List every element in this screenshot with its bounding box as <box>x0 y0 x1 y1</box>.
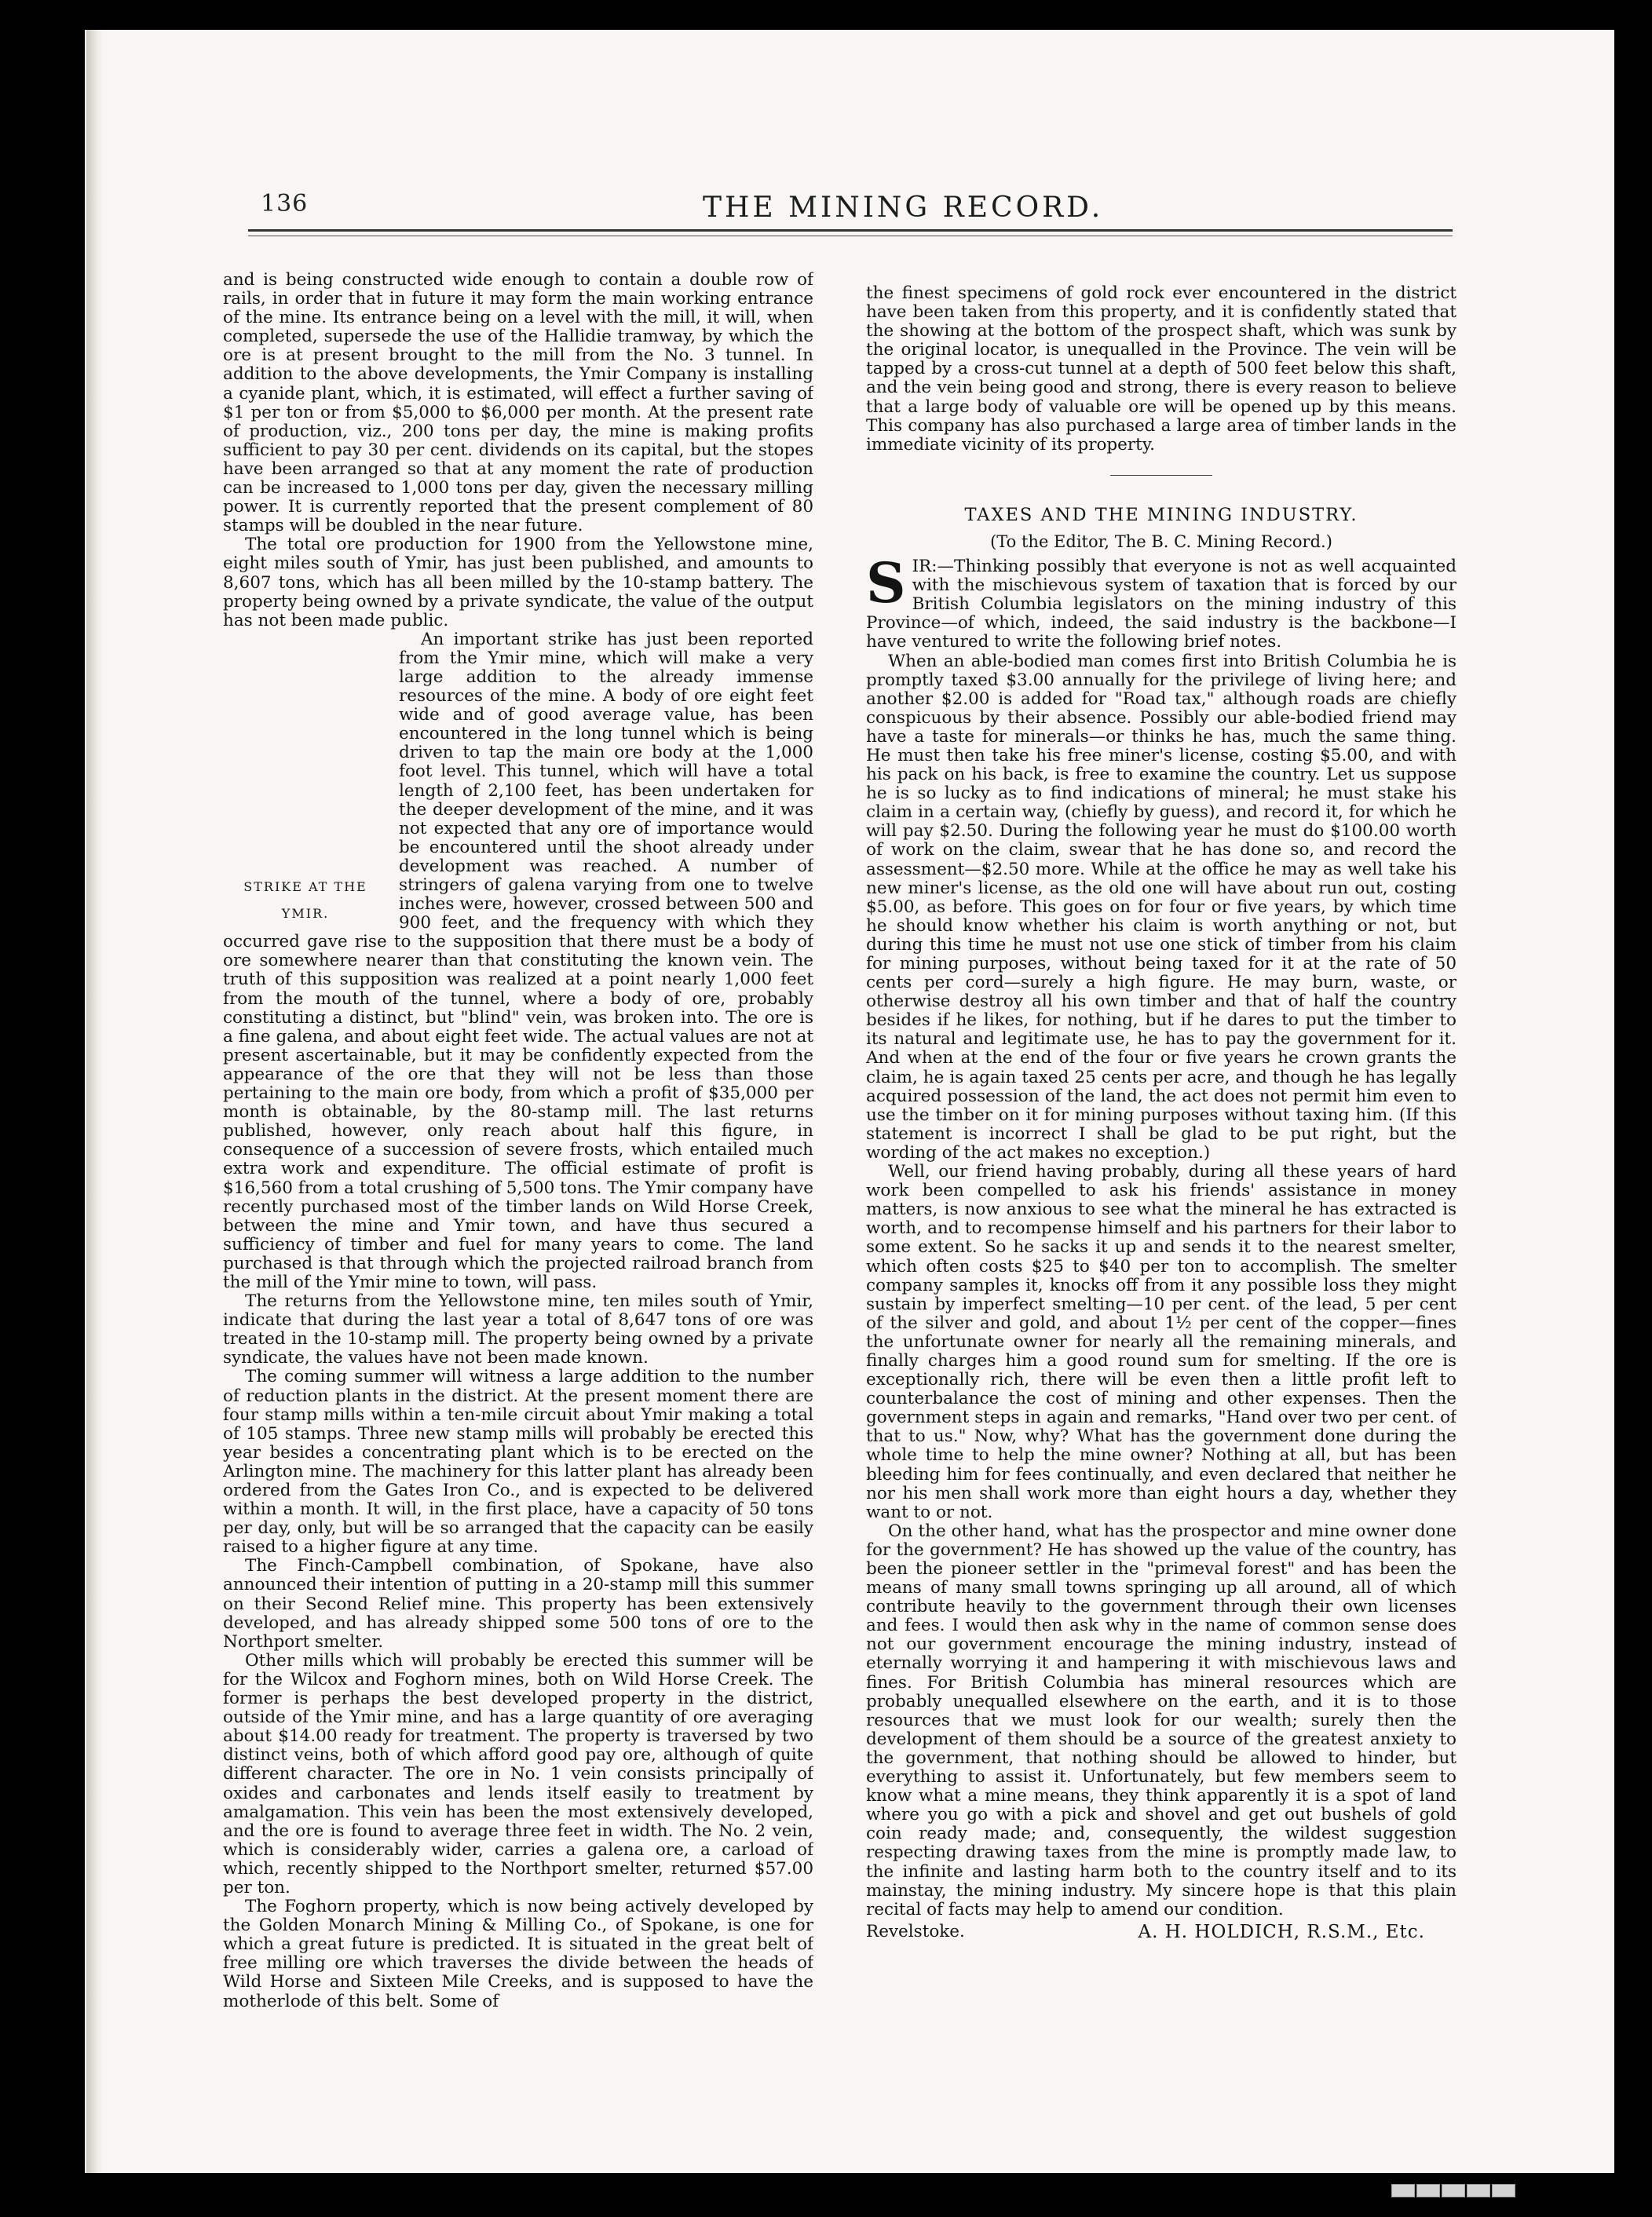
registration-mark <box>1492 2184 1515 2197</box>
side-heading <box>223 874 388 927</box>
side-heading-line: YMIR. <box>281 905 330 921</box>
left-column <box>223 271 813 2061</box>
section-subtitle: (To the Editor, The B. C. Mining Record.) <box>990 531 1332 551</box>
article-paragraph: The returns from the Yellowstone mine, ten miles south of Ymir, indicate that during the last year a total of 8,647 tons of ore was treated in the 10-stamp mill. The property being owned by a private syndicate, the values have not been made known. <box>223 1291 813 1368</box>
page-number: 136 <box>261 190 309 217</box>
signature-line <box>866 1923 1456 1941</box>
drop-cap: S <box>866 550 906 616</box>
right-column <box>866 284 1456 2065</box>
journal-title: THE MINING RECORD. <box>703 192 1104 224</box>
registration-mark <box>1416 2184 1440 2197</box>
letter-opening-text: IR:—Thinking possibly that everyone is not as well acquainted with the mischievous system of taxation that is forced by our British Columbia legislators on the mining industry of this Province—of which, indeed, the said industry is the backbone—I have ventured to write the following brief notes. <box>866 557 1456 652</box>
signature-place: Revelstoke. <box>866 1921 965 1941</box>
page-fold-shadow <box>86 30 104 2173</box>
signature-name: A. H. HOLDICH, R.S.M., Etc. <box>1138 1921 1425 1942</box>
article-paragraph: An important strike has just been reported from the Ymir mine, which will make a very large addition to the already immense resources of the mine. A body of ore eight feet wide and of good average value, has been encountered in the long tunnel which is being driven to tap the main ore body at the 1,000 foot level. This tunnel, which will have a total length of 2,100 feet, has been undertaken for the deeper development of the mine, and it was not expected that any ore of importance would be encountered until the shoot already under development was reached. A number of stringers of galena varying from one to twelve inches were, however, crossed between 500 and 900 feet, and the frequency with which they occurred gave rise to the supposition that there must be a body of ore somewhere nearer than that constituting the known vein. The truth of this supposition was realized at a point nearly 1,000 feet from the mouth of the tunnel, where a body of ore, probably constituting a distinct, but "blind" vein, was broken into. The ore is a fine galena, and about eight feet wide. The actual values are not at present ascertainable, but it may be confidently expected from the appearance of the ore that they will not be less than those pertaining to the main ore body, from which a profit of $35,000 per month is obtainable, by the 80-stamp mill. The last returns published, however, only reach about half this figure, in consequence of a succession of severe frosts, which entailed much extra work and expenditure. The official estimate of profit is $16,560 from a total crushing of 5,500 tons. The Ymir company have recently purchased most of the timber lands on Wild Horse Creek, between the mine and Ymir town, and have thus secured a sufficiency of timber and fuel for many years to come. The land purchased is that through which the projected railroad branch from the mill of the Ymir mine to town, will pass. <box>223 629 813 1292</box>
article-paragraph: Well, our friend having probably, during all these years of hard work been compelled to ask his friends' assistance in money matters, is now anxious to see what the mineral he has extracted is worth, and to recompense himself and his partners for their labor to some extent. So he sacks it up and sends it to the nearest smelter, which often costs $25 to $40 per ton to accomplish. The smelter company samples it, knocks off from it any possible loss they might sustain by imperfect smelting—10 per cent. of the lead, 5 per cent of the silver and gold, and about 1½ per cent of the copper—fines the unfortunate owner for nearly all the remaining minerals, and finally charges him a good round sum for smelting. If the ore is exceptionally rich, there will be even then a little profit left to counterbalance the cost of mining and other expenses. Then the government steps in again and remarks, "Hand over two per cent. of that to us." Now, why? What has the government done during the whole time to help the mine owner? Nothing at all, but has been bleeding him for fees continually, and even declared that neither he nor his men shall work more than eight hours a day, whether they want to or not. <box>866 1162 1456 1522</box>
article-paragraph: the finest specimens of gold rock ever encountered in the district have been taken from this property, and it is confidently stated that the showing at the bottom of the prospect shaft, which was sunk by the original locator, is unequalled in the Province. The vein will be tapped by a cross-cut tunnel at a depth of 500 feet below this shaft, and the vein being good and strong, there is every reason to believe that a large body of valuable ore will be opened up by this means. This company has also purchased a large area of timber lands in the immediate vicinity of its property. <box>866 284 1456 455</box>
article-paragraph: and is being constructed wide enough to contain a double row of rails, in order that in future it may form the main working entrance of the mine. Its entrance being on a level with the mill, it will, when completed, supersede the use of the Hallidie tramway, by which the ore is at present brought to the mill from the No. 3 tunnel. In addition to the above developments, the Ymir Company is installing a cyanide plant, which, it is estimated, will effect a further saving of $1 per ton or from $5,000 to $6,000 per month. At the present rate of production, viz., 200 tons per day, the mine is making profits sufficient to pay 30 per cent. dividends on its capital, but the stopes have been arranged so that at any moment the rate of production can be increased to 1,000 tons per day, given the necessary milling power. It is currently reported that the present complement of 80 stamps will be doubled in the near future. <box>223 271 813 536</box>
section-title: TAXES AND THE MINING INDUSTRY. <box>964 504 1358 525</box>
article-paragraph: The Finch-Campbell combination, of Spokane, have also announced their intention of putting in a 20-stamp mill this summer on their Second Relief mine. This property has been extensively developed, and has already shipped some 500 tons of ore to the Northport smelter. <box>223 1556 813 1652</box>
header-rule <box>248 229 1453 232</box>
article-paragraph: The Foghorn property, which is now being actively developed by the Golden Monarch Mining & Milling Co., of Spokane, is one for which a great future is predicted. It is situated in the great belt of free milling ore which traverses the divide between the heads of Wild Horse and Sixteen Mile Creeks, and is supposed to have the motherlode of this belt. Some of <box>223 1897 813 2011</box>
side-heading-line: STRIKE AT THE <box>243 878 367 894</box>
registration-mark <box>1442 2184 1465 2197</box>
article-paragraph: The coming summer will witness a large addition to the number of reduction plants in the district. At the present moment there are four stamp mills within a ten-mile circuit about Ymir making a total of 105 stamps. Three new stamp mills will probably be erected this year besides a concentrating plant which is to be erected on the Arlington mine. The machinery for this latter plant has already been ordered from the Gates Iron Co., and is expected to be delivered within a month. It will, in the first place, have a capacity of 50 tons per day, only, but will be so arranged that the capacity can be easily raised to a higher figure at any time. <box>223 1367 813 1558</box>
article-paragraph: The total ore production for 1900 from the Yellowstone mine, eight miles south of Ymir, has just been published, and amounts to 8,607 tons, which has all been milled by the 10-stamp battery. The property being owned by a private syndicate, the value of the output has not been made public. <box>223 535 813 630</box>
section-divider <box>1110 475 1212 476</box>
article-paragraph: When an able-bodied man comes first into British Columbia he is promptly taxed $3.00 annually for the privilege of living here; and another $2.00 is added for "Road tax," although roads are chiefly conspicuous by their absence. Possibly our able-bodied friend may have a taste for minerals—or thinks he has, much the same thing. He must then take his free miner's license, costing $5.00, and with his pack on his back, is free to examine the country. Let us suppose he is so lucky as to find indications of mineral; he must stake his claim in a certain way, (chiefly by guess), and record it, for which he will pay $2.50. During the following year he must do $100.00 worth of work on the claim, swear that he has done so, and record the assessment—$2.50 more. While at the office he may as well take his new miner's license, as the old one will have about run out, costing $5.00, as before. This goes on for four or five years, by which time he should know whether his claim is worth anything or not, but during this time he must not use one stick of timber from his claim for mining purposes, without being taxed for it at the rate of 50 cents per cord—surely a high figure. He may burn, waste, or otherwise destroy all his own timber and that of half the country besides if he likes, for nothing, but if he dares to put the timber to its natural and legitimate use, he has to pay the government for it. And when at the end of the four or five years he crown grants the claim, he is again taxed 25 cents per acre, and though he has legally acquired possession of the land, the act does not permit him even to use the timber on it for mining purposes without taxing him. (If this statement is incorrect I shall be glad to be put right, but the wording of the act makes no exception.) <box>866 651 1456 1163</box>
letter-opening <box>866 550 1456 652</box>
registration-mark <box>1467 2184 1490 2197</box>
article-paragraph: On the other hand, what has the prospector and mine owner done for the government? He has showed up the value of the country, has been the pioneer settler in the "primeval forest" and has been the means of many small towns springing up all around, all of which contribute heavily to the government through their own licenses and fees. I would then ask why in the name of common sense does not our government encourage the mining industry, instead of eternally worrying it and hampering it with mischievous laws and fines. For British Columbia has mineral resources which are probably unequalled elsewhere on the earth, and it is to those resources that we must look for our wealth; surely then the development of them should be a source of the greatest anxiety to the government, that nothing should be allowed to hinder, but everything to assist it. Unfortunately, but few members seem to know what a mine means, they think apparently it is a spot of land where you go with a pick and shovel and get out bushels of gold coin ready made; and, consequently, the wildest suggestion respecting drawing taxes from the mine is promptly made law, to the infinite and lasting harm both to the country itself and to its mainstay, the mining industry. My sincere hope is that this plain recital of facts may help to amend our condition. <box>866 1521 1456 1919</box>
article-paragraph: Other mills which will probably be erected this summer will be for the Wilcox and Foghorn mines, both on Wild Horse Creek. The former is perhaps the best developed property in the district, outside of the Ymir mine, and has a large quantity of ore averaging about $14.00 ready for treatment. The property is traversed by two distinct veins, both of which afford good pay ore, although of quite different character. The ore in No. 1 vein consists principally of oxides and carbonates and lends itself easily to treatment by amalgamation. This vein has been the most extensively developed, and the ore is found to average three feet in width. The No. 2 vein, which is considerably wider, carries a galena ore, a carload of which, recently shipped to the Northport smelter, returned $57.00 per ton. <box>223 1650 813 1897</box>
registration-mark <box>1391 2184 1415 2197</box>
